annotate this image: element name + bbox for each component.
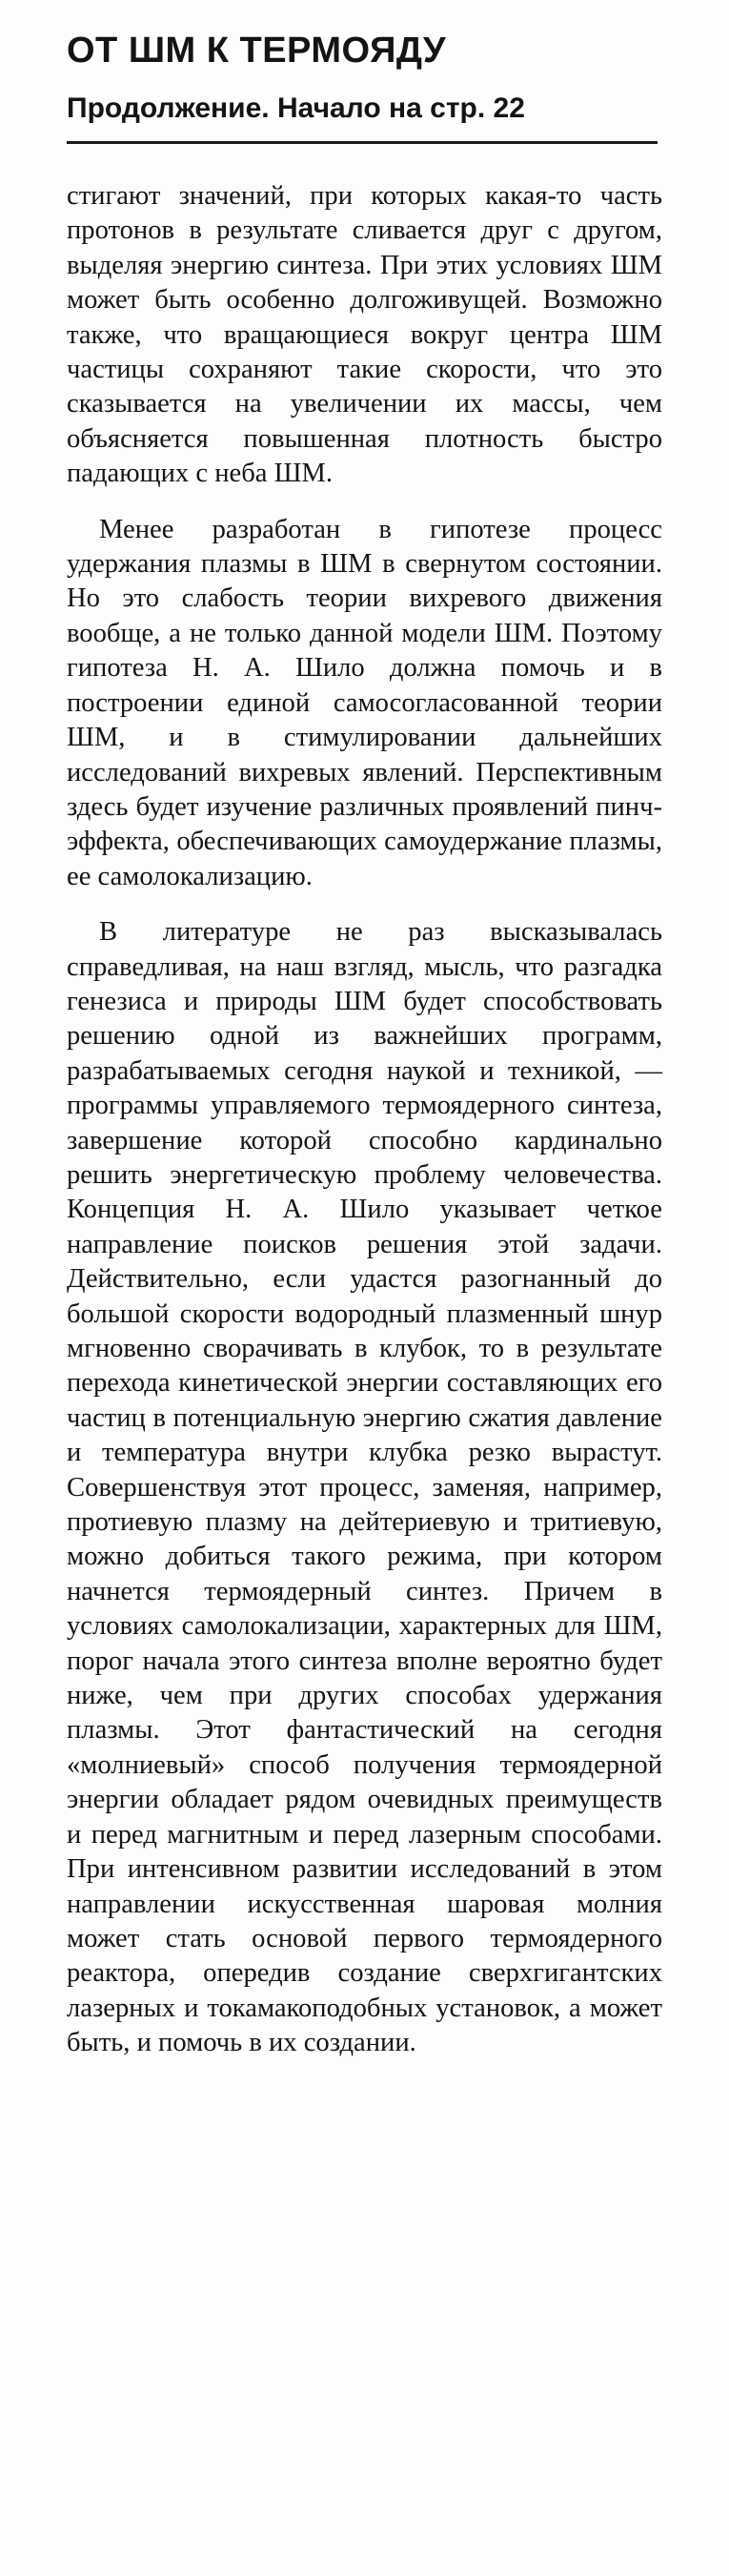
header-divider <box>67 141 658 144</box>
article-paragraph: Менее разработан в гипотезе процесс удержания плазмы в ШМ в свернутом состоянии. Но это слабость теории вихревого движения вообще, а не только данной модели ШМ. Поэтому гипотеза Н. А. Шило должна помочь и в построении единой самосогласованной теории ШМ, и в стимулировании дальнейших исследований вихревых явлений. Перспективным здесь будет изучение различных проявлений пинч-эффекта, обеспечивающих самоудержание плазмы, ее самолокализацию. <box>67 514 662 891</box>
article-paragraph: стигают значений, при которых какая-то часть протонов в результате сливается друг с другом, выделяя энергию синтеза. При этих условиях ШМ может быть особенно долгоживущей. Возможно также, что вращающиеся вокруг центра ШМ частицы сохраняют такие скорости, что это сказывается на увеличении их массы, чем объясняется повышенная плотность быстро падающих с неба ШМ. <box>67 181 662 489</box>
article-header <box>67 29 658 126</box>
article-title: ОТ ШМ К ТЕРМОЯДУ <box>67 31 447 71</box>
article-body <box>67 179 662 2082</box>
continuation-note: Продолжение. Начало на стр. 22 <box>67 92 525 124</box>
article-paragraph: В литературе не раз высказывалась справедливая, на наш взгляд, мысль, что разгадка генезиса и природы ШМ будет способствовать решению одной из важнейших программ, разрабатываемых сегодня наукой и техникой, — программы управляемого термоядерного синтеза, завершение которой способно кардинально решить энергетическую проблему человечества. Концепция Н. А. Шило указывает четкое направление поисков решения этой задачи. Действительно, если удастся разогнанный до большой скорости водородный плазменный шнур мгновенно сворачивать в клубок, то в результате перехода кинетической энергии составляющих его частиц в потенциальную энергию сжатия давление и температура внутри клубка резко вырастут. Совершенствуя этот процесс, заменяя, например, протиевую плазму на дейтериевую и тритиевую, можно добиться такого режима, при котором начнется термоядерный синтез. Причем в условиях самолокализации, характерных для ШМ, порог начала этого синтеза вполне вероятно будет ниже, чем при других способах удержания плазмы. Этот фантастический на сегодня «молниевый» способ получения термоядерной энергии обладает рядом очевидных преимуществ и перед магнитным и перед лазерным способами. При интенсивном развитии исследований в этом направлении искусственная шаровая молния может стать основой первого термоядерного реактора, опередив создание сверхгигантских лазерных и токамакоподобных установок, а может быть, и помочь в их создании. <box>67 917 662 2058</box>
